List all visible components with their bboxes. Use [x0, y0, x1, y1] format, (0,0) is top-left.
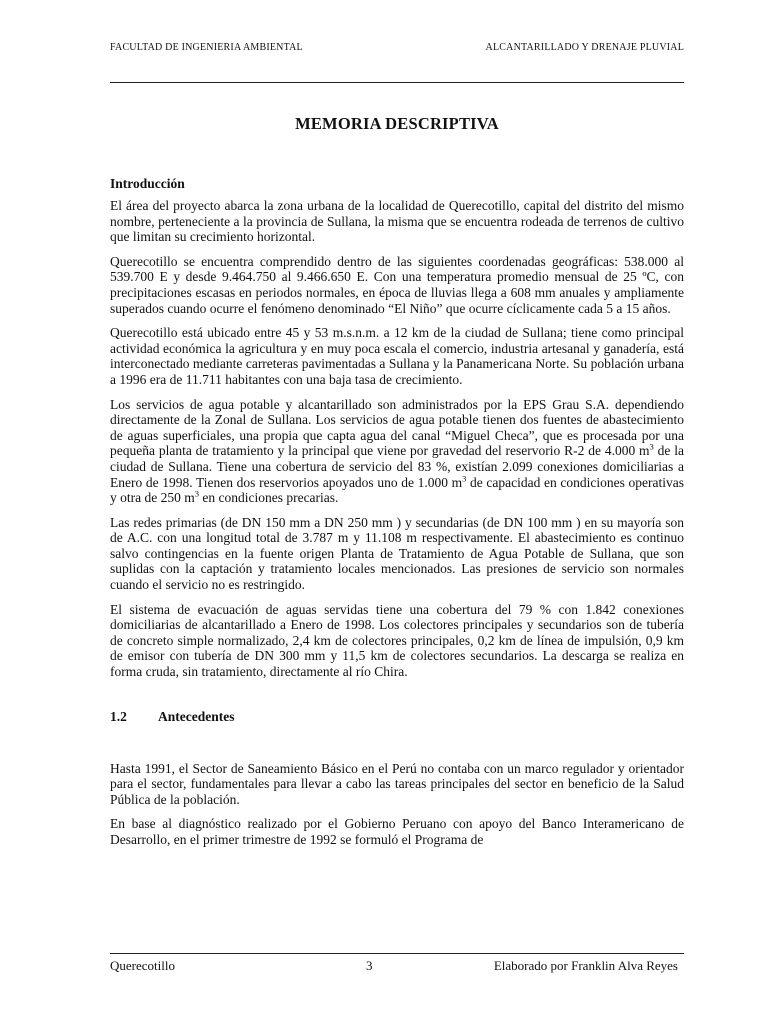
p4-text-c: de capacidad en condiciones operativas y otra de 250 m: [110, 474, 685, 506]
p4-text-d: en condiciones precarias.: [198, 490, 339, 506]
section-heading-antecedentes: [110, 709, 684, 725]
header-course: ALCANTARILLADO Y DRENAJE PLUVIAL: [485, 42, 684, 53]
antecedentes-paragraph-2: En base al diagnóstico realizado por el Gobierno Peruano con apoyo del Banco Interamericano de Desarrollo, en el primer trimestre de 1992 se formuló el Programa de: [110, 816, 684, 847]
footer-location: Querecotillo: [110, 958, 175, 973]
antecedentes-paragraph-1: Hasta 1991, el Sector de Saneamiento Básico en el Perú no contaba con un marco regulador y orientador para el sector, fundamentales para llevar a cabo las tareas principales del sector en beneficio de la Salud Pública de la población.: [110, 760, 684, 807]
page-header: [110, 42, 684, 58]
header-faculty: FACULTAD DE INGENIERIA AMBIENTAL: [110, 42, 303, 53]
page-number: 3: [366, 958, 373, 973]
p4-text-b: de la ciudad de Sullana. Tiene una cobertura de servicio del 83 %, existían 2.099 conexiones domiciliarias a Enero de 1998. Tienen dos reservorios apoyados uno de 1.000 m: [110, 443, 684, 490]
superscript-cubic: 3: [462, 473, 467, 483]
intro-paragraph-6: El sistema de evacuación de aguas servidas tiene una cobertura del 79 % con 1.842 conexiones domiciliarias de alcantarillado a Enero de 1998. Los colectores principales y secundarios son de tubería de concreto simple normalizado, 2,4 km de colectores principales, 0,2 km de línea de impulsión, 0,9 km de emisor con tubería de DN 300 mm y 11,5 km de colectores secundarios. La descarga se realiza en forma cruda, sin tratamiento, directamente al río Chira.: [110, 601, 684, 680]
section-title: Antecedentes: [158, 708, 235, 724]
page-footer: [110, 958, 684, 976]
intro-paragraph-4: [110, 397, 684, 506]
intro-paragraph-3: Querecotillo está ubicado entre 45 y 53 m.s.n.m. a 12 km de la ciudad de Sullana; tiene como principal actividad económica la agricultura y en muy poca escala el comercio, industria artesanal y ganadería, está interconectado mediante carreteras pavimentadas a Sullana y la Panamericana Norte. Su población urbana a 1996 era de 11.711 habitantes con una baja tasa de crecimiento.: [110, 325, 684, 387]
document-title: MEMORIA DESCRIPTIVA: [295, 114, 499, 133]
document-body: [110, 114, 684, 848]
intro-paragraph-5: Las redes primarias (de DN 150 mm a DN 250 mm ) y secundarias (de DN 100 mm ) en su mayoría son de A.C. con una longitud total de 3.787 m y 11.108 m respectivamente. El abastecimiento es continuo salvo contingencias en la fuente origen Planta de Tratamiento de Agua Potable de Sullana, que son suplidas con la captación y tratamiento locales mencionados. Las presiones de servicio son normales cuando el servicio no es restringido.: [110, 514, 684, 593]
intro-paragraph-1: El área del proyecto abarca la zona urbana de la localidad de Querecotillo, capital del distrito del mismo nombre, perteneciente a la provincia de Sullana, la misma que se encuentra rodeada de terrenos de cultivo que limitan su crecimiento horizontal.: [110, 198, 684, 245]
header-divider: [110, 82, 684, 83]
section-number: 1.2: [110, 708, 127, 724]
intro-paragraph-2: Querecotillo se encuentra comprendido dentro de las siguientes coordenadas geográficas: 538.000 al 539.700 E y desde 9.464.750 al 9.466.650 E. Con una temperatura promedio mensual de 25 ºC, con precipitaciones escasas en periodos normales, en época de lluvias llega a 608 mm anuales y ampliamente superados cuando ocurre el fenómeno denominado “El Niño” que ocurre cíclicamente cada 5 a 15 años.: [110, 253, 684, 316]
p4-text-a: Los servicios de agua potable y alcantarillado son administrados por la EPS Grau S.A. dependiendo directamente de la Zonal de Sullana. Los servicios de agua potable tienen dos fuentes de abastecimiento de aguas superficiales, una propia que capta agua del canal “Miguel Checa”, que es procesada por una pequeña planta de tratamiento y la principal que viene por gravedad del reservorio R-2 de 4.000 m: [110, 396, 684, 459]
footer-author: Elaborado por Franklin Alva Reyes: [493, 958, 678, 973]
footer-divider: [110, 953, 684, 954]
superscript-cubic: 3: [194, 488, 199, 499]
intro-heading: Introducción: [110, 176, 185, 191]
superscript-cubic: 3: [649, 441, 654, 452]
